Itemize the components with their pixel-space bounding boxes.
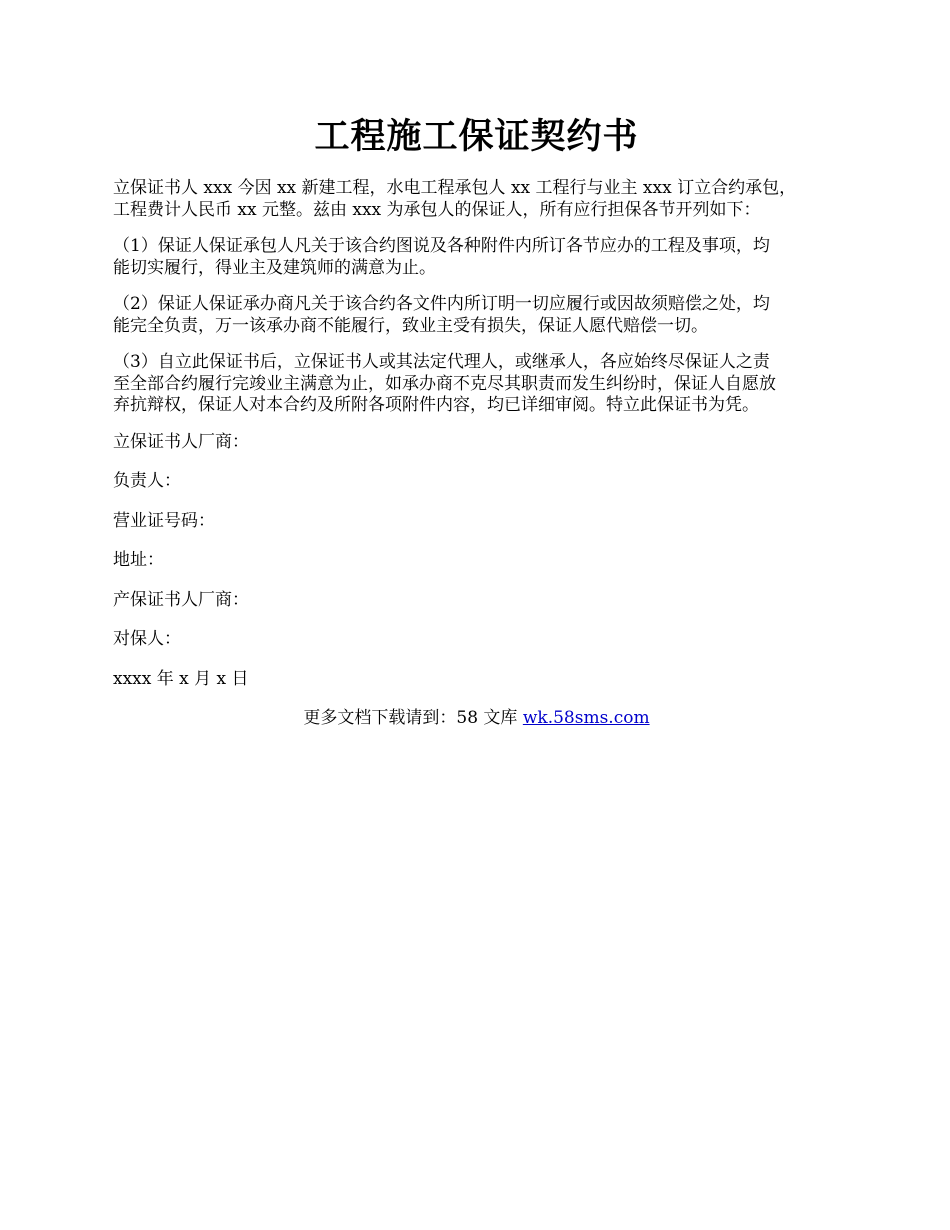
footer-text: 更多文档下载请到：58 文库 — [303, 708, 523, 728]
guarantor-vendor-field: 立保证书人厂商： — [113, 431, 249, 452]
second-guarantor-vendor-field: 产保证书人厂商： — [113, 589, 249, 610]
clause-2-paragraph — [113, 294, 840, 337]
paragraph-line: （2）保证人保证承办商凡关于该合约各文件内所订明一切应履行或因故须赔偿之处，均 — [113, 294, 770, 314]
paragraph-line: 弃抗辩权，保证人对本合约及所附各项附件内容，均已详细审阅。特立此保证书为凭。 — [113, 395, 759, 415]
address-field: 地址： — [113, 550, 164, 570]
business-license-field: 营业证号码： — [113, 510, 215, 531]
paragraph-line: （3）自立此保证书后，立保证书人或其法定代理人，或继承人，各应始终尽保证人之责 — [113, 352, 770, 372]
responsible-person-field: 负责人： — [113, 471, 181, 491]
date-field: xxxx 年 x 月 x 日 — [113, 668, 249, 689]
footer-link[interactable]: wk.58sms.com — [522, 708, 650, 728]
verifier-field: 对保人： — [113, 629, 181, 649]
clause-3-paragraph — [113, 352, 840, 417]
intro-paragraph — [113, 178, 840, 221]
paragraph-line: 立保证书人 xxx 今因 xx 新建工程，水电工程承包人 xx 工程行与业主 xxx 订立合约承包， — [113, 178, 797, 198]
clause-1-paragraph — [113, 236, 840, 279]
paragraph-line: 至全部合约履行完竣业主满意为止，如承办商不克尽其职责而发生纠纷时，保证人自愿放 — [113, 373, 776, 394]
paragraph-line: 能切实履行，得业主及建筑师的满意为止。 — [113, 257, 436, 278]
paragraph-line: 工程费计人民币 xx 元整。兹由 xxx 为承包人的保证人，所有应行担保各节开列如下： — [113, 199, 761, 220]
document-title: 工程施工保证契约书 — [314, 116, 639, 157]
paragraph-line: 能完全负责，万一该承办商不能履行，致业主受有损失，保证人愿代赔偿一切。 — [113, 315, 708, 336]
download-footer — [113, 708, 840, 730]
paragraph-line: （1）保证人保证承包人凡关于该合约图说及各种附件内所订各节应办的工程及事项，均 — [113, 236, 770, 256]
